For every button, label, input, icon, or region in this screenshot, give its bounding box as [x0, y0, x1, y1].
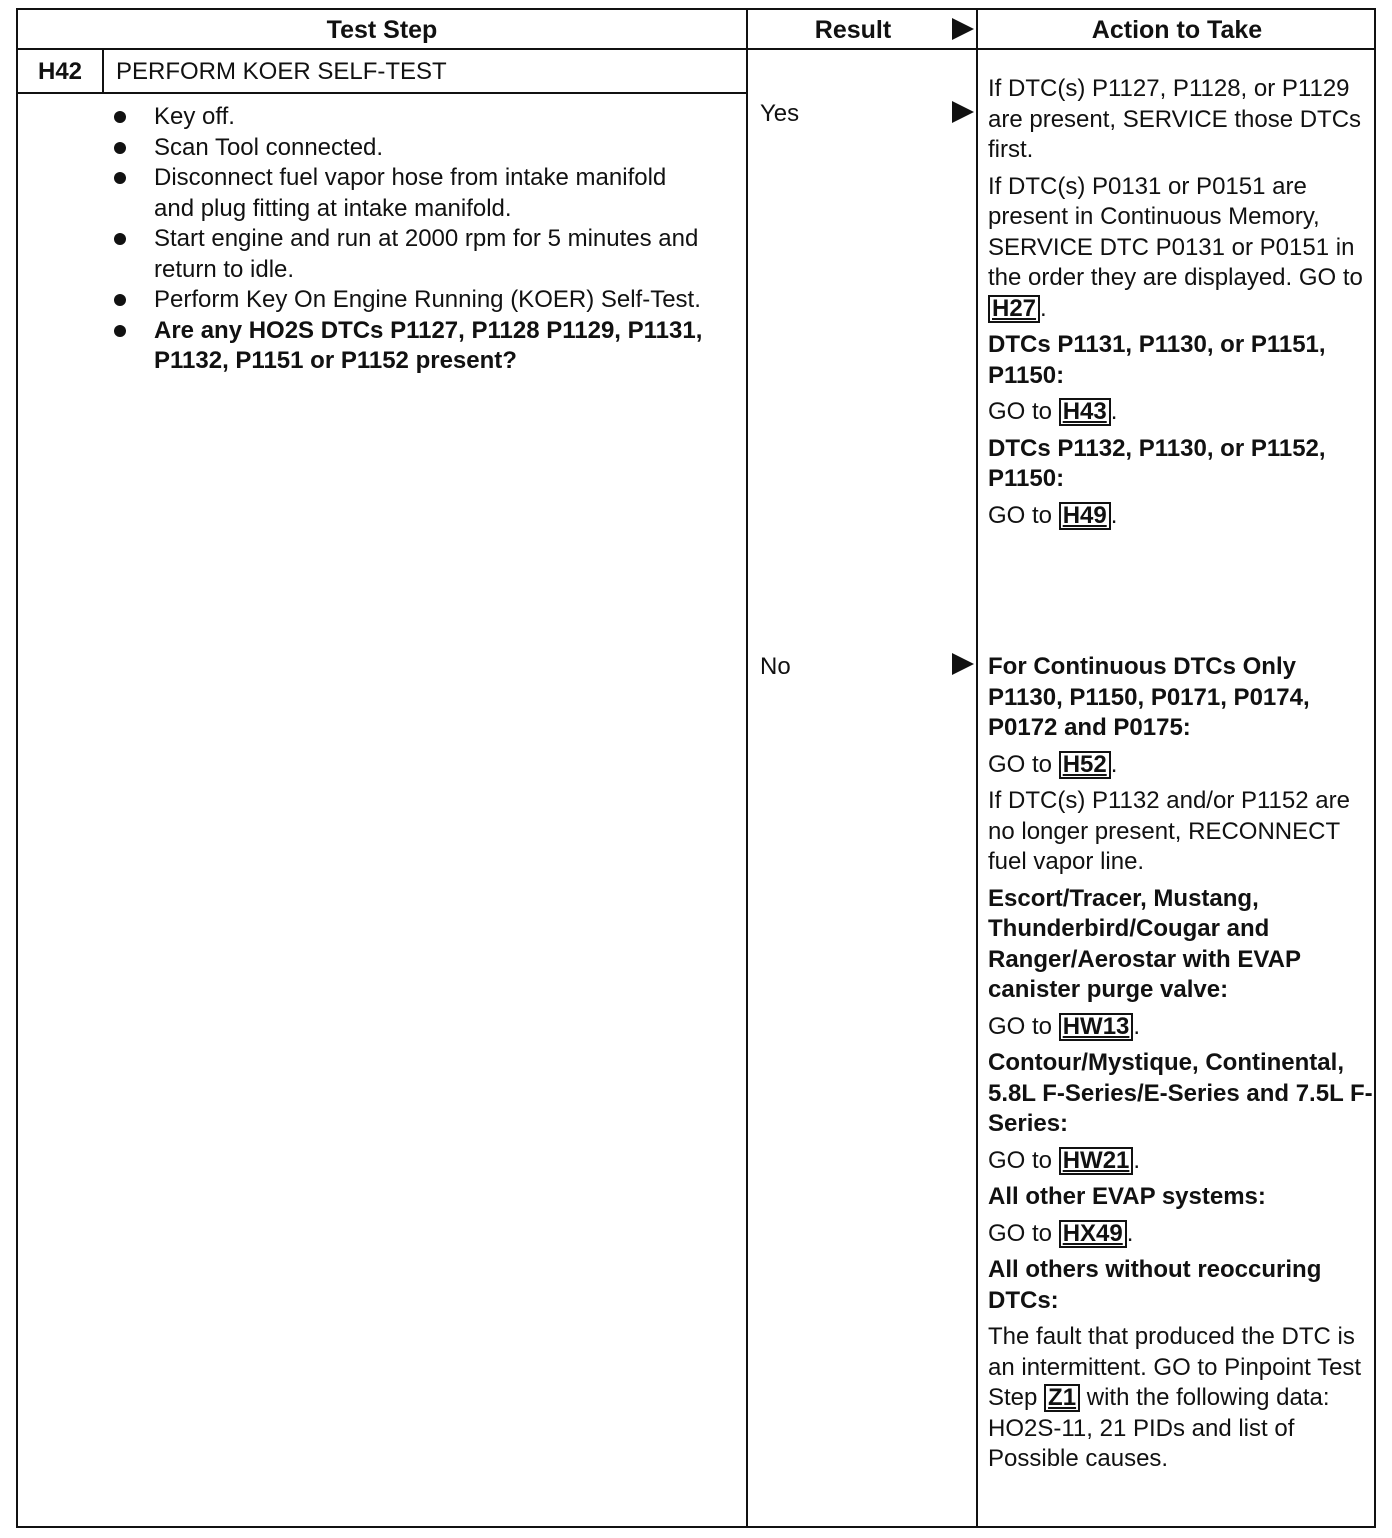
action-text: The fault that produced the DTC is an intermittent. GO to Pinpoint Test Step Z1 with the following data: HO2S-11, 21 PIDs and list of Possible causes. [988, 1323, 1362, 1472]
bullet-icon [114, 142, 126, 154]
column-divider-action [976, 10, 978, 1526]
header-result: Result [814, 16, 892, 44]
test-step-table [16, 8, 1376, 1528]
step-id: H42 [37, 58, 83, 85]
result-no: No [760, 653, 791, 680]
action-text: If DTC(s) P0131 or P0151 are present in Continuous Memory, SERVICE DTC P0131 or P0151 in the order they are displayed. GO to H27 . [988, 172, 1363, 322]
step-title-divider [18, 92, 746, 94]
step-title: PERFORM KOER SELF-TEST [116, 58, 447, 85]
action-text: GO to HW21 . [988, 1146, 1141, 1174]
list-item: Key off. [110, 102, 710, 133]
step-link-h49[interactable]: H49 [1059, 502, 1111, 530]
action-text: GO to HW13 . [988, 1012, 1141, 1040]
action-text: For Continuous DTCs Only P1130, P1150, P0171, P0174, P0172 and P0175: [988, 653, 1310, 741]
result-yes-arrow-icon [952, 101, 974, 123]
action-text: GO to H52 . [988, 750, 1118, 778]
list-item: Start engine and run at 2000 rpm for 5 minutes and return to idle. [110, 224, 710, 285]
bullet-icon [114, 325, 126, 337]
action-yes [988, 74, 1373, 537]
action-text: DTCs P1131, P1130, or P1151, P1150: [988, 331, 1326, 389]
action-text: GO to HX49 . [988, 1219, 1134, 1247]
header-arrow-icon [952, 18, 974, 40]
step-link-z1[interactable]: Z1 [1044, 1384, 1080, 1412]
action-text: Escort/Tracer, Mustang, Thunderbird/Cougar and Ranger/Aerostar with EVAP canister purge valve: [988, 884, 1301, 1003]
action-text: All others without reoccuring DTCs: [988, 1256, 1322, 1314]
bullet-icon [114, 172, 126, 184]
action-text: Contour/Mystique, Continental, 5.8L F-Series/E-Series and 7.5L F-Series: [988, 1049, 1373, 1137]
action-text: If DTC(s) P1132 and/or P1152 are no longer present, RECONNECT fuel vapor line. [988, 787, 1350, 875]
step-link-h43[interactable]: H43 [1059, 398, 1111, 426]
step-link-h27[interactable]: H27 [988, 295, 1040, 323]
action-text: GO to H49 . [988, 501, 1118, 529]
step-instructions [110, 102, 710, 377]
header-test-step: Test Step [326, 16, 438, 44]
bullet-icon [114, 111, 126, 123]
action-text: GO to H43 . [988, 398, 1118, 425]
step-link-h52[interactable]: H52 [1059, 751, 1111, 779]
list-item: Scan Tool connected. [110, 133, 710, 164]
list-item: Are any HO2S DTCs P1127, P1128 P1129, P1131, P1132, P1151 or P1152 present? [110, 316, 710, 377]
bullet-icon [114, 233, 126, 245]
result-no-arrow-icon [952, 653, 974, 675]
bullet-icon [114, 294, 126, 306]
result-yes: Yes [760, 100, 800, 127]
list-item: Perform Key On Engine Running (KOER) Self-Test. [110, 285, 710, 316]
step-link-hx49[interactable]: HX49 [1059, 1220, 1127, 1248]
step-link-hw13[interactable]: HW13 [1059, 1013, 1134, 1041]
list-item: Disconnect fuel vapor hose from intake manifold and plug fitting at intake manifold. [110, 163, 710, 224]
header-action: Action to Take [1091, 16, 1263, 44]
action-text: If DTC(s) P1127, P1128, or P1129 are present, SERVICE those DTCs first. [988, 75, 1362, 163]
step-id-divider [102, 50, 104, 92]
action-text: DTCs P1132, P1130, or P1152, P1150: [988, 434, 1326, 492]
action-no [988, 652, 1373, 1481]
column-divider-result [746, 10, 748, 1526]
step-link-hw21[interactable]: HW21 [1059, 1147, 1134, 1175]
action-text: All other EVAP systems: [988, 1183, 1266, 1210]
